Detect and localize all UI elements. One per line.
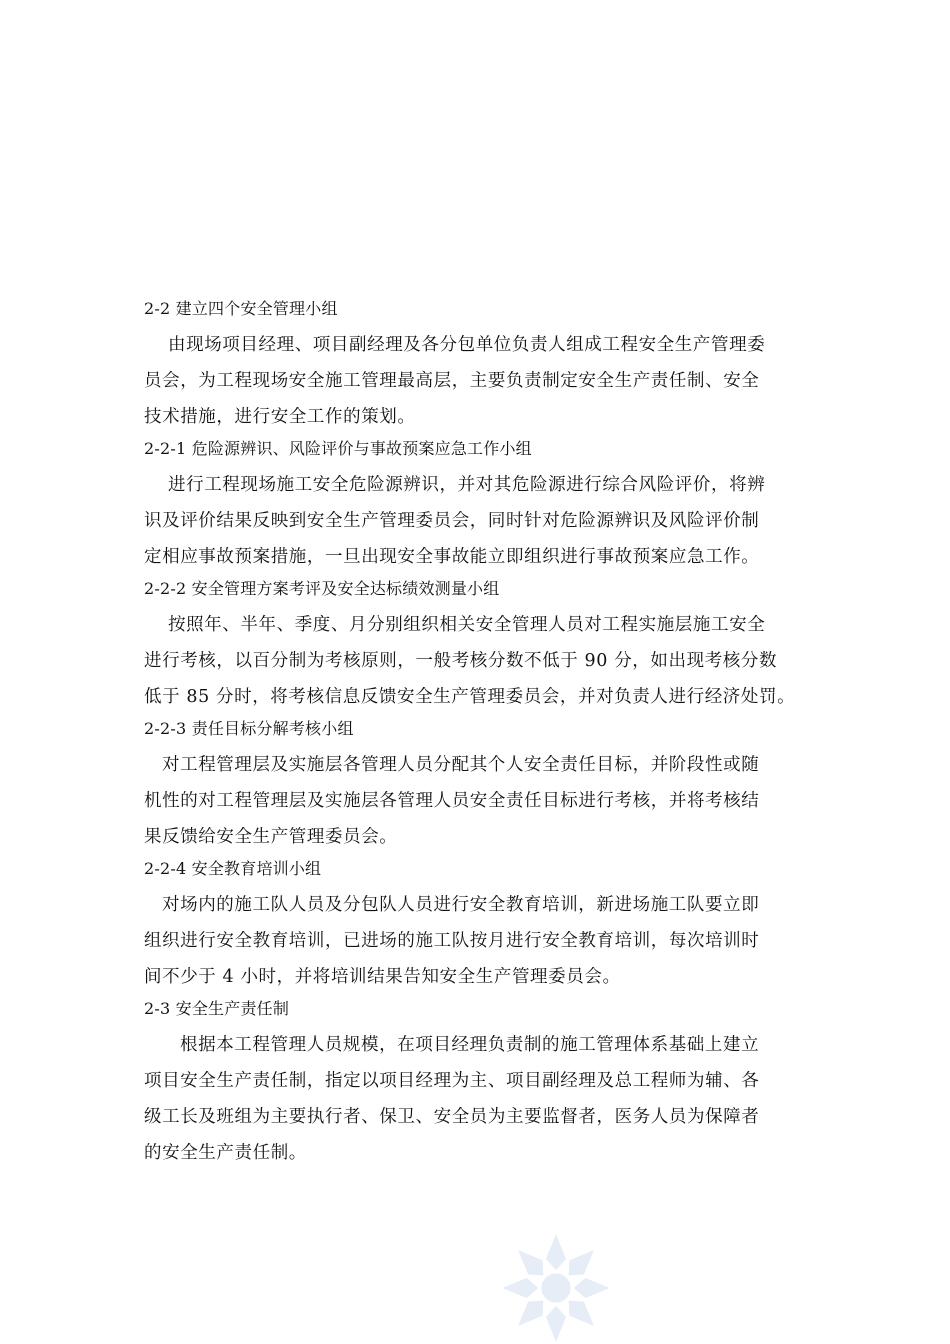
snowflake-logo-icon [500, 1232, 612, 1344]
paragraph-line: 对工程管理层及实施层各管理人员分配其个人安全责任目标，并阶段性或随 [162, 755, 760, 775]
section-paragraph [144, 887, 814, 995]
section-heading: 2-2-4 安全教育培训小组 [144, 859, 322, 878]
paragraph-line: 的安全生产责任制。 [144, 1143, 307, 1163]
section-heading: 2-2-3 责任目标分解考核小组 [144, 719, 354, 738]
paragraph-line: 组织进行安全教育培训，已进场的施工队按月进行安全教育培训，每次培训时 [144, 931, 760, 951]
section-heading: 2-2 建立四个安全管理小组 [144, 299, 338, 318]
document-body [144, 297, 814, 1173]
paragraph-line: 进行工程现场施工安全危险源辨识，并对其危险源进行综合风险评价，将辨 [168, 475, 766, 495]
paragraph-line: 进行考核，以百分制为考核原则，一般考核分数不低于 90 分，如出现考核分数 [144, 651, 778, 671]
paragraph-line: 间不少于 4 小时，并将培训结果告知安全生产管理委员会。 [144, 967, 621, 987]
paragraph-line: 技术措施，进行安全工作的策划。 [144, 407, 416, 427]
section-paragraph [144, 607, 814, 715]
paragraph-line: 对场内的施工队人员及分包队人员进行安全教育培训，新进场施工队要立即 [162, 895, 760, 915]
paragraph-line: 机性的对工程管理层及实施层各管理人员安全责任目标进行考核，并将考核结 [144, 791, 760, 811]
section-paragraph [144, 327, 814, 435]
section-heading: 2-3 安全生产责任制 [144, 999, 290, 1018]
paragraph-line: 按照年、半年、季度、月分别组织相关安全管理人员对工程实施层施工安全 [168, 615, 766, 635]
section-paragraph [144, 467, 814, 575]
paragraph-line: 识及评价结果反映到安全生产管理委员会，同时针对危险源辨识及风险评价制 [144, 511, 760, 531]
section-heading: 2-2-2 安全管理方案考评及安全达标绩效测量小组 [144, 579, 500, 598]
paragraph-line: 根据本工程管理人员规模，在项目经理负责制的施工管理体系基础上建立 [180, 1035, 760, 1055]
section-paragraph [144, 747, 814, 855]
paragraph-line: 定相应事故预案措施，一旦出现安全事故能立即组织进行事故预案应急工作。 [144, 547, 760, 567]
paragraph-line: 果反馈给安全生产管理委员会。 [144, 827, 398, 847]
paragraph-line: 低于 85 分时，将考核信息反馈安全生产管理委员会，并对负责人进行经济处罚。 [144, 687, 796, 707]
paragraph-line: 员会，为工程现场安全施工管理最高层，主要负责制定安全生产责任制、安全 [144, 371, 760, 391]
section-heading: 2-2-1 危险源辨识、风险评价与事故预案应急工作小组 [144, 439, 532, 458]
paragraph-line: 级工长及班组为主要执行者、保卫、安全员为主要监督者，医务人员为保障者 [144, 1107, 760, 1127]
paragraph-line: 由现场项目经理、项目副经理及各分包单位负责人组成工程安全生产管理委 [168, 335, 766, 355]
section-paragraph [144, 1027, 814, 1171]
paragraph-line: 项目安全生产责任制，指定以项目经理为主、项目副经理及总工程师为辅、各 [144, 1071, 760, 1091]
